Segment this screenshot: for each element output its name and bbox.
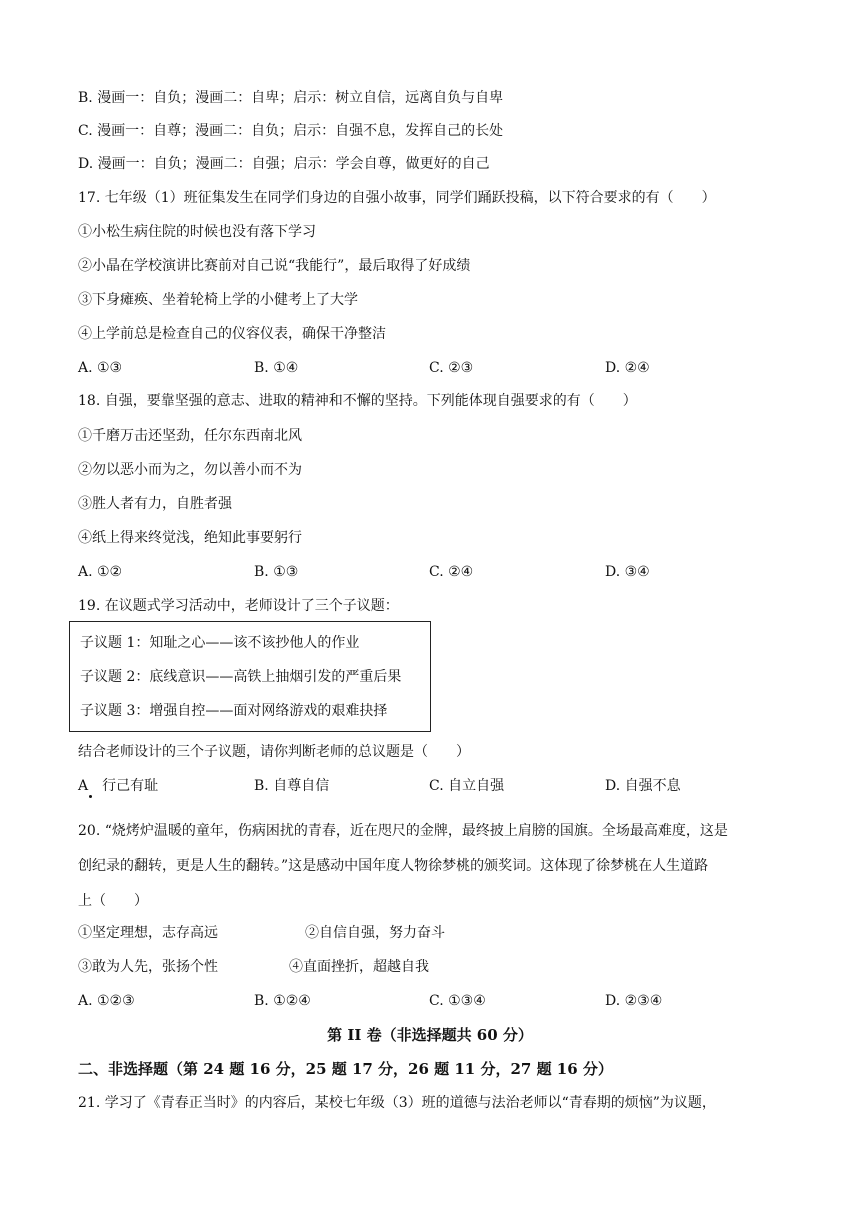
- q16-option-d: D. 漫画一：自负；漫画二：自强；启示：学会自尊，做更好的自己: [78, 156, 490, 172]
- q17-item-3: ③下身瘫痪、坐着轮椅上学的小健考上了大学: [78, 292, 358, 308]
- q17-option-a: A. ①③: [78, 360, 123, 376]
- q20-stem-line-2: 创纪录的翻转，更是人生的翻转。”这是感动中国年度人物徐梦桃的颁奖词。这体现了徐梦桃在人生道路: [78, 858, 709, 874]
- q19-option-a: A 行己有耻: [78, 778, 159, 794]
- q20-option-d: D. ②③④: [605, 993, 663, 1009]
- q17-item-2: ②小晶在学校演讲比赛前对自己说“我能行”，最后取得了好成绩: [78, 258, 471, 274]
- punctuation-dot: [89, 795, 92, 798]
- section2-title: 二、非选择题（第 24 题 16 分，25 题 17 分，26 题 11 分，27 题 16 分）: [78, 1060, 613, 1078]
- q18-item-4: ④纸上得来终觉浅，绝知此事要躬行: [78, 530, 302, 546]
- q18-option-c: C. ②④: [429, 564, 474, 580]
- q18-item-2: ②勿以恶小而为之，勿以善小而不为: [78, 462, 302, 478]
- q16-option-b: B. 漫画一：自负；漫画二：自卑；启示：树立自信，远离自负与自卑: [78, 90, 504, 106]
- q18-stem: 18. 自强，要靠坚强的意志、进取的精神和不懈的坚持。下列能体现自强要求的有（ ）: [78, 393, 637, 409]
- q17-option-b: B. ①④: [254, 360, 299, 376]
- q20-option-c: C. ①③④: [429, 993, 486, 1009]
- q20-item-1: ①坚定理想，志存高远: [78, 925, 218, 941]
- q20-item-2: ②自信自强，努力奋斗: [305, 925, 445, 941]
- q19-stem: 19. 在议题式学习活动中，老师设计了三个子议题：: [78, 598, 399, 614]
- q18-item-3: ③胜人者有力，自胜者强: [78, 496, 232, 512]
- q20-item-4: ④直面挫折，超越自我: [289, 959, 429, 975]
- q20-option-a: A. ①②③: [78, 993, 135, 1009]
- q19-option-c: C. 自立自强: [429, 778, 505, 794]
- q21-stem: 21. 学习了《青春正当时》的内容后，某校七年级（3）班的道德与法治老师以“青春期的烦恼”为议题，: [78, 1095, 716, 1111]
- q19-subtopic-1: 子议题 1：知耻之心——该不该抄他人的作业: [80, 635, 360, 651]
- q17-option-d: D. ②④: [605, 360, 650, 376]
- q17-option-c: C. ②③: [429, 360, 474, 376]
- q18-option-a: A. ①②: [78, 564, 123, 580]
- q19-option-b: B. 自尊自信: [254, 778, 330, 794]
- q19-subtopics-box: [69, 621, 431, 732]
- q20-option-b: B. ①②④: [254, 993, 311, 1009]
- q19-subtopic-3: 子议题 3：增强自控——面对网络游戏的艰难抉择: [80, 703, 388, 719]
- q18-option-b: B. ①③: [254, 564, 299, 580]
- q19-subtopic-2: 子议题 2：底线意识——高铁上抽烟引发的严重后果: [80, 669, 402, 685]
- q20-stem-line-1: 20. “烧烤炉温暖的童年，伤病困扰的青春，近在咫尺的金牌，最终披上肩膀的国旗。全场最高难度，这是: [78, 823, 728, 839]
- q18-option-d: D. ③④: [605, 564, 650, 580]
- part2-title: 第 II 卷（非选择题共 60 分）: [327, 1026, 533, 1044]
- q16-option-c: C. 漫画一：自尊；漫画二：自负；启示：自强不息，发挥自己的长处: [78, 123, 504, 139]
- q17-item-4: ④上学前总是检查自己的仪容仪表，确保干净整洁: [78, 326, 386, 342]
- q19-option-d: D. 自强不息: [605, 778, 681, 794]
- q17-stem: 17. 七年级（1）班征集发生在同学们身边的自强小故事，同学们踊跃投稿，以下符合要求的有（ ）: [78, 190, 716, 206]
- q18-item-1: ①千磨万击还坚劲，任尔东西南北风: [78, 428, 302, 444]
- q20-stem-line-3: 上（ ）: [78, 893, 148, 909]
- q19-question: 结合老师设计的三个子议题，请你判断老师的总议题是（ ）: [78, 744, 470, 760]
- q17-item-1: ①小松生病住院的时候也没有落下学习: [78, 224, 316, 240]
- q20-item-3: ③敢为人先，张扬个性: [78, 959, 218, 975]
